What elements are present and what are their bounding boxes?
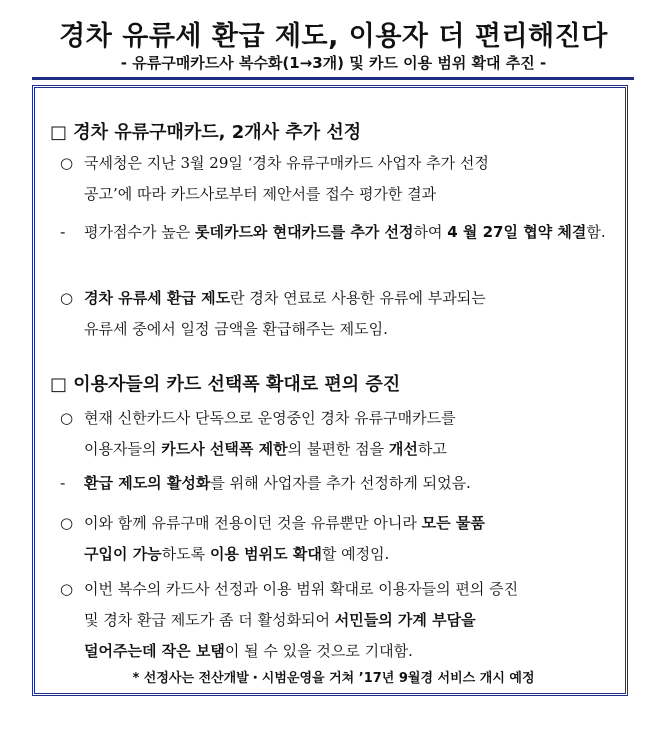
paragraph-text: 하여	[413, 223, 448, 241]
emphasis-text: 개선	[388, 440, 418, 458]
footnote: * 선정사는 전산개발・시범운영을 거쳐 ’17년 9월경 서비스 개시 예정	[132, 671, 535, 686]
section1-paragraph-2	[60, 217, 618, 248]
paragraph-text: 하도록	[161, 545, 210, 563]
section2-paragraph-1	[60, 403, 618, 465]
paragraph-text: 유류세 중에서 일정 금액을 환급해주는 제도임.	[84, 320, 388, 338]
bullet-marker: ○	[60, 514, 74, 532]
emphasis-text: 모든 물품	[421, 514, 485, 532]
paragraph-line	[60, 434, 618, 465]
paragraph-line	[60, 605, 618, 636]
bullet-marker: ○	[60, 409, 74, 427]
section1-paragraph-3	[60, 283, 618, 345]
section1-paragraph-1	[60, 148, 618, 210]
section2-paragraph-3	[60, 508, 618, 570]
paragraph-text: 하고	[417, 440, 447, 458]
paragraph-text: 이와 함께 유류구매 전용이던 것을 유류뿐만 아니라	[84, 514, 422, 532]
page-title: 경차 유류세 환급 제도, 이용자 더 편리해진다	[59, 21, 608, 52]
emphasis-text: 서민들의 가계 부담을	[334, 611, 476, 629]
title-divider	[32, 77, 634, 80]
emphasis-text: 이용 범위도 확대	[209, 545, 322, 563]
emphasis-text: 4 월 27일 협약 체결	[447, 223, 587, 241]
paragraph-text: 의 불편한 점을	[287, 440, 389, 458]
paragraph-text: 공고’에 따라 카드사로부터 제안서를 접수 평가한 결과	[84, 185, 437, 203]
section2-paragraph-4	[60, 574, 618, 667]
paragraph-text: 평가점수가 높은	[84, 223, 195, 241]
section-heading-1: □ 경차 유류구매카드, 2개사 추가 선정	[50, 122, 362, 143]
emphasis-text: 덜어주는데 작은 보탬	[84, 642, 225, 660]
bullet-marker: ○	[60, 580, 74, 598]
dash-marker: -	[60, 474, 66, 492]
paragraph-text: 를 위해 사업자를 추가 선정하게 되었음.	[210, 474, 471, 492]
paragraph-text: 이용자들의	[84, 440, 162, 458]
paragraph-text: 할 예정임.	[321, 545, 390, 563]
paragraph-text: 및 경차 환급 제도가 좀 더 활성화되어	[84, 611, 335, 629]
paragraph-line	[60, 636, 618, 667]
paragraph-text: 함.	[586, 223, 606, 241]
emphasis-text: 경차 유류세 환급 제도	[84, 289, 231, 307]
dash-marker: -	[60, 223, 66, 241]
emphasis-text: 롯데카드와 현대카드를 추가 선정	[194, 223, 414, 241]
paragraph-text: 이 될 수 있을 것으로 기대함.	[224, 642, 413, 660]
emphasis-text: 구입이 가능	[84, 545, 162, 563]
emphasis-text: 카드사 선택폭 제한	[161, 440, 288, 458]
emphasis-text: 환급 제도의 활성화	[84, 474, 211, 492]
bullet-marker: ○	[60, 154, 74, 172]
bullet-marker: ○	[60, 289, 74, 307]
page-subtitle: - 유류구매카드사 복수화(1→3개) 및 카드 이용 범위 확대 추진 -	[120, 54, 547, 72]
section2-paragraph-2	[60, 468, 618, 499]
paragraph-text: 현재 신한카드사 단독으로 운영중인 경차 유류구매카드를	[84, 409, 456, 427]
paragraph-text: 국세청은 지난 3월 29일 ‘경차 유류구매카드 사업자 추가 선정	[84, 154, 489, 172]
paragraph-text: 란 경차 연료로 사용한 유류에 부과되는	[230, 289, 486, 307]
section-heading-2: □ 이용자들의 카드 선택폭 확대로 편의 증진	[50, 374, 401, 395]
paragraph-line	[60, 539, 618, 570]
paragraph-text: 이번 복수의 카드사 선정과 이용 범위 확대로 이용자들의 편의 증진	[84, 580, 519, 598]
